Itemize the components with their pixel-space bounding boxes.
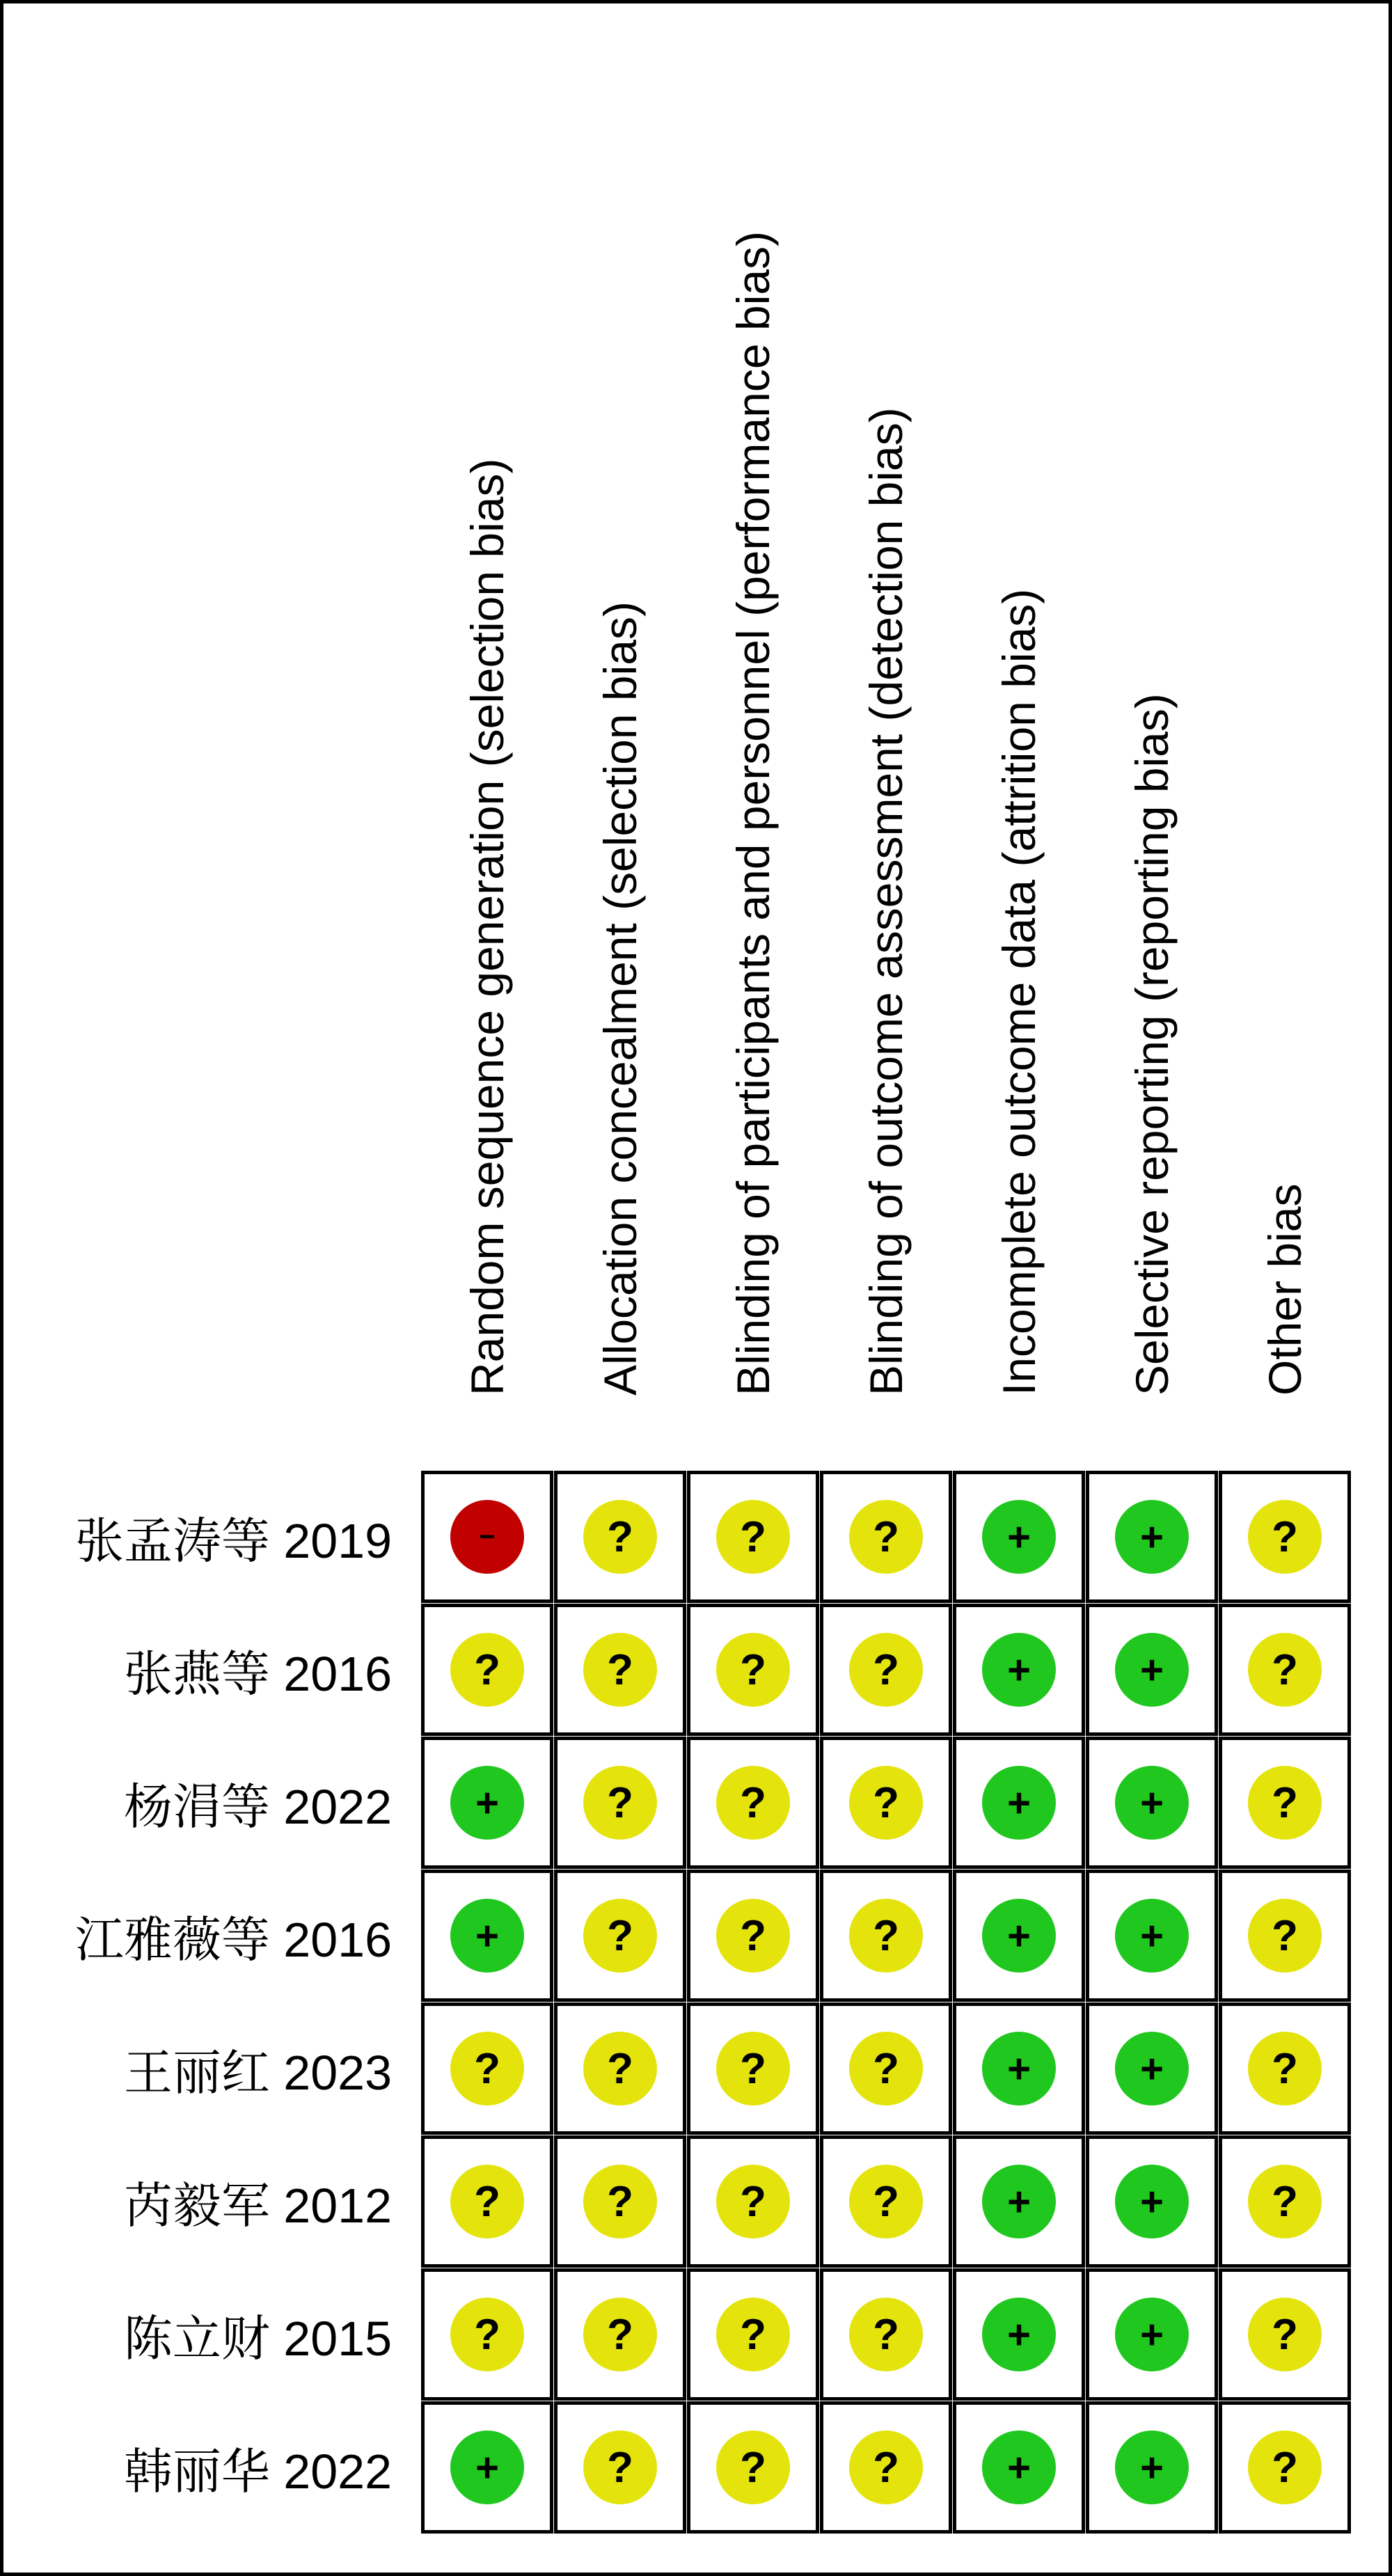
judgement-cell bbox=[953, 1604, 1085, 1736]
judgement-cell bbox=[820, 2002, 952, 2135]
judgement-cell bbox=[953, 2135, 1085, 2268]
judgement-unclear-marker: ? bbox=[716, 2165, 790, 2238]
judgement-unclear-marker: ? bbox=[583, 1899, 657, 1973]
judgement-unclear-marker: ? bbox=[1248, 1899, 1322, 1973]
judgement-cell bbox=[554, 2135, 686, 2268]
judgement-cell bbox=[554, 1471, 686, 1603]
judgement-low-marker: + bbox=[1115, 1500, 1189, 1574]
judgement-cell bbox=[1086, 1471, 1218, 1603]
judgement-low-marker: + bbox=[1115, 2298, 1189, 2371]
judgement-low-marker: + bbox=[1115, 2431, 1189, 2504]
judgement-low-marker: + bbox=[982, 2298, 1056, 2371]
domain-label-text: Selective reporting (reporting bias) bbox=[1126, 693, 1178, 1396]
judgement-low-marker: + bbox=[982, 2032, 1056, 2105]
judgement-cell bbox=[953, 2268, 1085, 2401]
judgement-cell bbox=[953, 1471, 1085, 1603]
judgement-unclear-marker: ? bbox=[583, 1766, 657, 1840]
judgement-cell bbox=[421, 1737, 553, 1869]
judgement-unclear-marker: ? bbox=[450, 1633, 524, 1707]
judgement-cell bbox=[1219, 2135, 1351, 2268]
judgement-low-marker: + bbox=[1115, 2165, 1189, 2238]
domain-label-text: Other bias bbox=[1259, 1183, 1311, 1396]
judgement-cell bbox=[687, 2135, 819, 2268]
judgement-unclear-marker: ? bbox=[583, 2298, 657, 2371]
judgement-unclear-marker: ? bbox=[849, 1899, 923, 1973]
study-label: 王丽红 2023 bbox=[123, 2045, 392, 2100]
judgement-unclear-marker: ? bbox=[583, 2032, 657, 2105]
judgement-cell bbox=[1086, 2268, 1218, 2401]
judgement-cell bbox=[820, 2268, 952, 2401]
judgement-low-marker: + bbox=[1115, 1899, 1189, 1973]
judgement-grid bbox=[421, 1471, 1355, 2536]
judgement-unclear-marker: ? bbox=[450, 2298, 524, 2371]
judgement-cell bbox=[820, 2401, 952, 2534]
judgement-unclear-marker: ? bbox=[450, 2032, 524, 2105]
judgement-cell bbox=[687, 1737, 819, 1869]
judgement-unclear-marker: ? bbox=[1248, 2032, 1322, 2105]
judgement-cell bbox=[421, 2135, 553, 2268]
judgement-cell bbox=[421, 1870, 553, 2002]
judgement-cell bbox=[421, 1604, 553, 1736]
judgement-high-marker: − bbox=[450, 1500, 524, 1574]
judgement-unclear-marker: ? bbox=[450, 2165, 524, 2238]
judgement-cell bbox=[820, 1604, 952, 1736]
judgement-cell bbox=[820, 1737, 952, 1869]
judgement-unclear-marker: ? bbox=[1248, 2165, 1322, 2238]
judgement-unclear-marker: ? bbox=[583, 1633, 657, 1707]
judgement-unclear-marker: ? bbox=[716, 2032, 790, 2105]
judgement-cell bbox=[1219, 1870, 1351, 2002]
domain-label-text: Incomplete outcome data (attrition bias) bbox=[993, 588, 1045, 1396]
judgement-cell bbox=[687, 2401, 819, 2534]
judgement-unclear-marker: ? bbox=[1248, 1766, 1322, 1840]
judgement-unclear-marker: ? bbox=[716, 1766, 790, 1840]
domain-label-text: Blinding of outcome assessment (detection bias) bbox=[860, 407, 912, 1396]
study-label: 杨涓等 2022 bbox=[123, 1779, 392, 1834]
judgement-cell bbox=[1086, 1604, 1218, 1736]
judgement-unclear-marker: ? bbox=[1248, 2431, 1322, 2504]
judgement-unclear-marker: ? bbox=[1248, 2298, 1322, 2371]
judgement-unclear-marker: ? bbox=[716, 2431, 790, 2504]
judgement-cell bbox=[820, 2135, 952, 2268]
judgement-cell bbox=[1219, 2002, 1351, 2135]
judgement-cell bbox=[421, 2002, 553, 2135]
study-label: 张燕等 2016 bbox=[123, 1646, 392, 1701]
judgement-cell bbox=[1219, 2401, 1351, 2534]
judgement-low-marker: + bbox=[982, 2165, 1056, 2238]
judgement-unclear-marker: ? bbox=[1248, 1633, 1322, 1707]
study-label: 江雅薇等 2016 bbox=[74, 1912, 392, 1967]
judgement-unclear-marker: ? bbox=[849, 1766, 923, 1840]
judgement-cell bbox=[820, 1471, 952, 1603]
judgement-low-marker: + bbox=[982, 1899, 1056, 1973]
judgement-low-marker: + bbox=[450, 1899, 524, 1973]
judgement-unclear-marker: ? bbox=[849, 1633, 923, 1707]
judgement-cell bbox=[1219, 2268, 1351, 2401]
judgement-cell bbox=[687, 1471, 819, 1603]
judgement-cell bbox=[421, 1471, 553, 1603]
judgement-cell bbox=[554, 2002, 686, 2135]
judgement-cell bbox=[687, 1870, 819, 2002]
judgement-cell bbox=[421, 2401, 553, 2534]
domain-label-text: Allocation concealment (selection bias) bbox=[594, 601, 646, 1396]
judgement-unclear-marker: ? bbox=[1248, 1500, 1322, 1574]
judgement-cell bbox=[1086, 2401, 1218, 2534]
judgement-unclear-marker: ? bbox=[716, 1500, 790, 1574]
study-label: 韩丽华 2022 bbox=[123, 2444, 392, 2499]
judgement-low-marker: + bbox=[1115, 1633, 1189, 1707]
judgement-cell bbox=[820, 1870, 952, 2002]
judgement-cell bbox=[554, 1604, 686, 1736]
judgement-cell bbox=[1219, 1471, 1351, 1603]
judgement-low-marker: + bbox=[450, 1766, 524, 1840]
judgement-cell bbox=[554, 2401, 686, 2534]
judgement-unclear-marker: ? bbox=[716, 1633, 790, 1707]
judgement-low-marker: + bbox=[982, 1633, 1056, 1707]
judgement-cell bbox=[421, 2268, 553, 2401]
judgement-cell bbox=[554, 1737, 686, 1869]
judgement-cell bbox=[953, 2002, 1085, 2135]
judgement-cell bbox=[687, 2268, 819, 2401]
study-label: 芮毅军 2012 bbox=[123, 2178, 392, 2233]
judgement-cell bbox=[1219, 1737, 1351, 1869]
judgement-unclear-marker: ? bbox=[849, 2431, 923, 2504]
judgement-cell bbox=[953, 1870, 1085, 2002]
judgement-unclear-marker: ? bbox=[716, 2298, 790, 2371]
judgement-cell bbox=[687, 2002, 819, 2135]
judgement-cell bbox=[953, 2401, 1085, 2534]
judgement-low-marker: + bbox=[450, 2431, 524, 2504]
study-label: 陈立财 2015 bbox=[123, 2311, 392, 2366]
judgement-cell bbox=[554, 2268, 686, 2401]
judgement-low-marker: + bbox=[982, 1766, 1056, 1840]
judgement-low-marker: + bbox=[982, 1500, 1056, 1574]
judgement-cell bbox=[554, 1870, 686, 2002]
study-label: 张孟涛等 2019 bbox=[74, 1513, 392, 1568]
judgement-low-marker: + bbox=[1115, 1766, 1189, 1840]
judgement-cell bbox=[953, 1737, 1085, 1869]
judgement-unclear-marker: ? bbox=[583, 2431, 657, 2504]
judgement-unclear-marker: ? bbox=[849, 1500, 923, 1574]
judgement-cell bbox=[1219, 1604, 1351, 1736]
judgement-cell bbox=[687, 1604, 819, 1736]
judgement-unclear-marker: ? bbox=[849, 2298, 923, 2371]
domain-label-text: Blinding of participants and personnel (performance bias) bbox=[727, 231, 779, 1396]
judgement-unclear-marker: ? bbox=[583, 1500, 657, 1574]
judgement-cell bbox=[1086, 1737, 1218, 1869]
domain-label-text: Random sequence generation (selection bias) bbox=[461, 458, 513, 1396]
judgement-unclear-marker: ? bbox=[716, 1899, 790, 1973]
judgement-cell bbox=[1086, 2002, 1218, 2135]
judgement-low-marker: + bbox=[1115, 2032, 1189, 2105]
judgement-unclear-marker: ? bbox=[849, 2165, 923, 2238]
judgement-unclear-marker: ? bbox=[583, 2165, 657, 2238]
judgement-low-marker: + bbox=[982, 2431, 1056, 2504]
judgement-cell bbox=[1086, 2135, 1218, 2268]
judgement-cell bbox=[1086, 1870, 1218, 2002]
judgement-unclear-marker: ? bbox=[849, 2032, 923, 2105]
